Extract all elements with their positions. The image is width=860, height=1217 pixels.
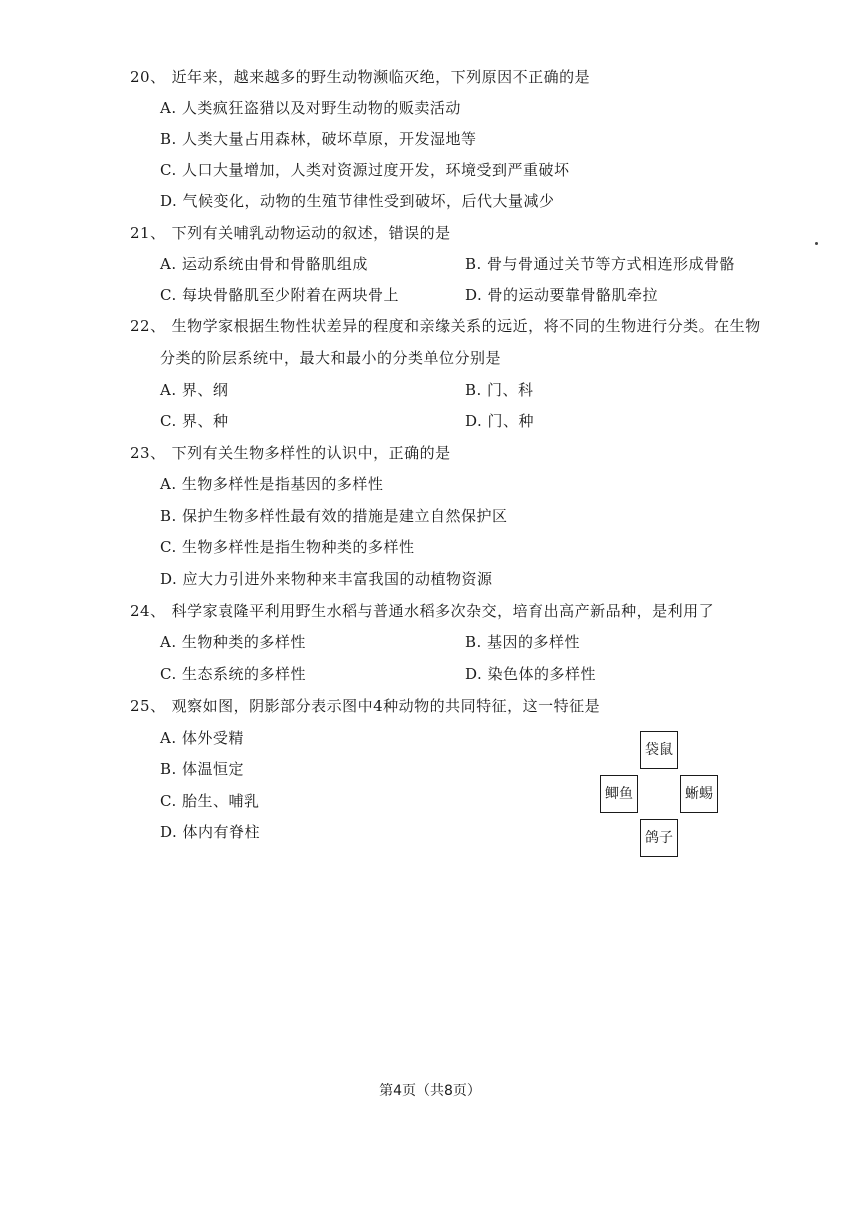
question-text: 下列有关哺乳动物运动的叙述，错误的是 [171,224,451,242]
question-number: 21、 [130,224,166,242]
question-number: 24、 [130,602,166,620]
option-23-c: C. 生物多样性是指生物种类的多样性 [160,538,415,556]
diagram-cell-bottom: 鸽子 [640,819,678,857]
question-number: 23、 [130,444,166,462]
option-21-d: D. 骨的运动要靠骨骼肌牵拉 [465,286,659,304]
option-25-a: A. 体外受精 [160,729,244,747]
question-22-stem-line2: 分类的阶层系统中，最大和最小的分类单位分别是 [160,349,502,367]
question-25-stem [130,696,600,716]
option-24-c: C. 生态系统的多样性 [160,665,306,683]
diagram-cell-right: 蜥蜴 [680,775,718,813]
option-24-a: A. 生物种类的多样性 [160,633,306,651]
option-21-a: A. 运动系统由骨和骨骼肌组成 [160,255,368,273]
option-22-d: D. 门、种 [465,412,535,430]
diagram-cell-top: 袋鼠 [640,731,678,769]
question-23-stem [130,443,451,463]
question-number: 20、 [130,68,166,86]
option-20-a: A. 人类疯狂盗猎以及对野生动物的贩卖活动 [160,99,461,117]
question-number: 25、 [130,697,166,715]
question-text: 生物学家根据生物性状差异的程度和亲缘关系的远近，将不同的生物进行分类。在生物 [171,317,761,335]
option-22-a: A. 界、纲 [160,381,229,399]
question-24-stem [130,601,714,621]
question-number: 22、 [130,317,166,335]
option-22-b: B. 门、科 [465,381,534,399]
question-20-stem [130,67,590,87]
option-23-a: A. 生物多样性是指基因的多样性 [160,475,384,493]
question-21-stem [130,223,451,243]
option-25-c: C. 胎生、哺乳 [160,792,260,810]
option-20-d: D. 气候变化，动物的生殖节律性受到破坏，后代大量减少 [160,192,555,210]
option-21-c: C. 每块骨骼肌至少附着在两块骨上 [160,286,399,304]
option-24-d: D. 染色体的多样性 [465,665,597,683]
scan-speck [815,242,818,245]
animal-cross-diagram [600,731,718,857]
option-25-b: B. 体温恒定 [160,760,245,778]
option-21-b: B. 骨与骨通过关节等方式相连形成骨骼 [465,255,736,273]
question-text: 科学家袁隆平利用野生水稻与普通水稻多次杂交，培育出高产新品种，是利用了 [171,602,715,620]
question-text: 下列有关生物多样性的认识中，正确的是 [171,444,451,462]
question-22-stem [130,316,761,336]
question-text: 近年来，越来越多的野生动物濒临灭绝，下列原因不正确的是 [171,68,591,86]
option-20-c: C. 人口大量增加，人类对资源过度开发，环境受到严重破坏 [160,161,570,179]
option-25-d: D. 体内有脊柱 [160,823,261,841]
page-footer: 第4页（共8页） [379,1083,481,1099]
option-22-c: C. 界、种 [160,412,229,430]
diagram-center-shaded-area [640,775,678,813]
diagram-cell-left: 鲫鱼 [600,775,638,813]
option-20-b: B. 人类大量占用森林，破坏草原，开发湿地等 [160,130,477,148]
option-23-b: B. 保护生物多样性最有效的措施是建立自然保护区 [160,507,508,525]
option-24-b: B. 基因的多样性 [465,633,581,651]
question-text: 观察如图，阴影部分表示图中4种动物的共同特征，这一特征是 [171,697,601,715]
option-23-d: D. 应大力引进外来物种来丰富我国的动植物资源 [160,570,493,588]
